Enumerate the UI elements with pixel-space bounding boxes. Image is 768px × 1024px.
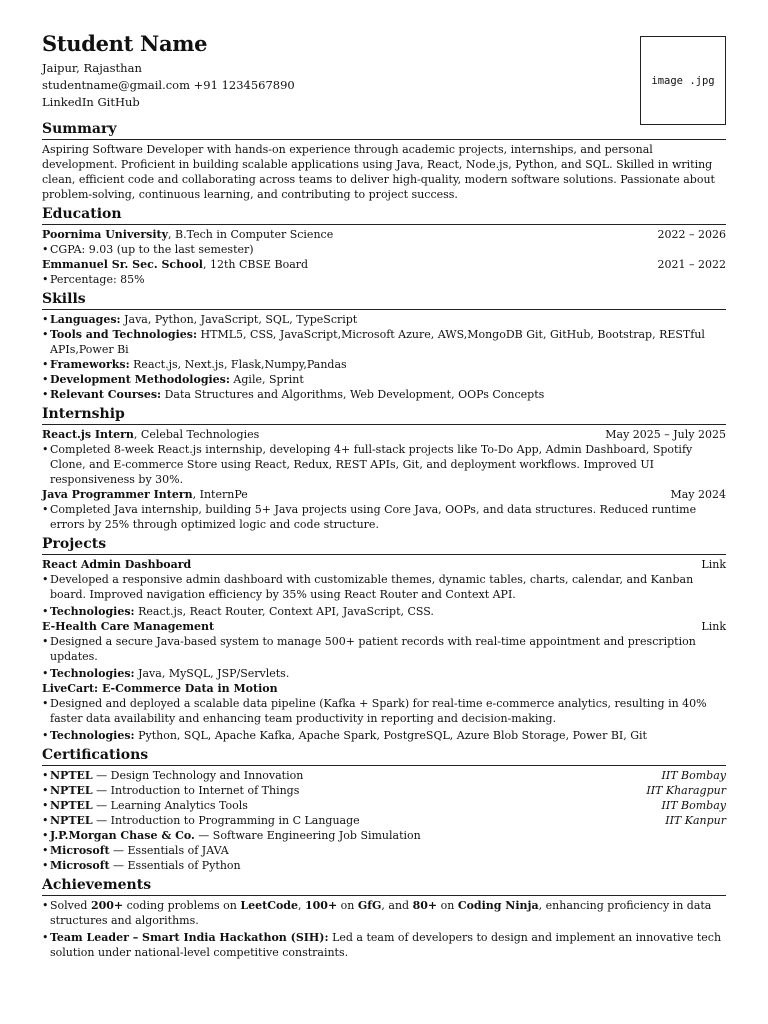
highlight: 80+ bbox=[412, 899, 438, 912]
intern-detail: • Completed Java internship, building 5+ Java projects using Core Java, OOPs, and data structures. Reduced runtime errors by 25% through optimized logic and code structure. bbox=[42, 502, 726, 532]
cert-org: NPTEL bbox=[50, 784, 93, 797]
skill-label: Frameworks: bbox=[50, 358, 130, 371]
cert-org: NPTEL bbox=[50, 769, 93, 782]
email-phone: studentname@gmail.com +91 1234567890 bbox=[42, 78, 295, 92]
certification-item bbox=[42, 843, 726, 858]
skill-value: Java, Python, JavaScript, SQL, TypeScript bbox=[120, 313, 358, 326]
education-detail: • Percentage: 85% bbox=[42, 272, 726, 287]
education-entry bbox=[42, 257, 726, 272]
cert-org: J.P.Morgan Chase & Co. bbox=[50, 829, 195, 842]
education-title: Education bbox=[42, 206, 726, 225]
education-dates: 2021 – 2022 bbox=[657, 258, 726, 271]
highlight: 200+ bbox=[90, 899, 124, 912]
skills-section bbox=[42, 291, 726, 402]
project-link[interactable]: Link bbox=[701, 558, 726, 571]
text: on bbox=[437, 899, 458, 912]
project-entry bbox=[42, 557, 726, 572]
cert-course: — Essentials of Python bbox=[109, 859, 241, 872]
certifications-title: Certifications bbox=[42, 747, 726, 766]
cert-org: Microsoft bbox=[50, 859, 110, 872]
degree: , 12th CBSE Board bbox=[202, 258, 309, 271]
intern-company: , InternPe bbox=[192, 488, 248, 501]
highlight: Coding Ninja bbox=[457, 899, 539, 912]
education-entry bbox=[42, 227, 726, 242]
skill-item bbox=[42, 312, 726, 327]
project-name: LiveCart: E-Commerce Data in Motion bbox=[42, 682, 278, 695]
summary-section bbox=[42, 121, 726, 202]
cert-course: — Design Technology and Innovation bbox=[92, 769, 304, 782]
projects-title: Projects bbox=[42, 536, 726, 555]
achievement-item bbox=[42, 898, 726, 928]
cert-issuer: IIT Kharagpur bbox=[646, 784, 726, 797]
project-name: E-Health Care Management bbox=[42, 620, 215, 633]
skill-value: Data Structures and Algorithms, Web Development, OOPs Concepts bbox=[161, 388, 545, 401]
certification-item bbox=[42, 798, 726, 813]
skill-item bbox=[42, 327, 726, 357]
summary-text: Aspiring Software Developer with hands-on experience through academic projects, internships, and personal development. Proficient in building scalable applications using Java, React, Node.js, Python, and SQL. Skilled in writing clean, efficient code and collaborating across teams to deliver high-quality, modern software solutions. Passionate about problem-solving, continuous learning, and contributing to project success. bbox=[42, 143, 715, 201]
intern-dates: May 2025 – July 2025 bbox=[605, 428, 726, 441]
skill-value: Agile, Sprint bbox=[229, 373, 304, 386]
cert-org: Microsoft bbox=[50, 844, 110, 857]
cert-org: NPTEL bbox=[50, 799, 93, 812]
skill-item bbox=[42, 372, 726, 387]
intern-detail: • Completed 8-week React.js internship, developing 4+ full-stack projects like To-Do App, Admin Dashboard, Spotify Clone, and E-commerce Store using React, Redux, REST APIs, Git, and deployment workflows. Improved UI responsiveness by 30%. bbox=[42, 442, 726, 487]
candidate-name: Student Name bbox=[42, 31, 208, 56]
certification-item bbox=[42, 858, 726, 873]
internship-section bbox=[42, 406, 726, 532]
contact-block bbox=[42, 60, 726, 111]
intern-company: , Celebal Technologies bbox=[133, 428, 260, 441]
text: , and bbox=[381, 899, 413, 912]
project-tech bbox=[42, 728, 726, 743]
achievements-title: Achievements bbox=[42, 877, 726, 896]
certification-item bbox=[42, 783, 726, 798]
text: Led a team of developers to design and implement an innovative tech solution under national-level competitive constraints. bbox=[50, 931, 722, 959]
cert-course: — Software Engineering Job Simulation bbox=[194, 829, 421, 842]
education-detail: • CGPA: 9.03 (up to the last semester) bbox=[42, 242, 726, 257]
internship-title: Internship bbox=[42, 406, 726, 425]
project-detail: • Designed and deployed a scalable data pipeline (Kafka + Spark) for real-time e-commerce analytics, resulting in 40% faster data availability and enhancing team productivity in reporting and decision-making. bbox=[42, 696, 726, 726]
project-detail: • Developed a responsive admin dashboard with customizable themes, dynamic tables, charts, calendar, and Kanban board. Improved navigation efficiency by 35% using React Router and Context API. bbox=[42, 572, 726, 602]
skill-item bbox=[42, 387, 726, 402]
photo-placeholder bbox=[640, 36, 726, 125]
highlight: Team Leader – Smart India Hackathon (SIH): bbox=[50, 931, 329, 944]
intern-dates: May 2024 bbox=[670, 488, 726, 501]
project-detail: • Designed a secure Java-based system to manage 500+ patient records with real-time appointment and prescription updates. bbox=[42, 634, 726, 664]
project-entry bbox=[42, 619, 726, 634]
internship-entry bbox=[42, 487, 726, 502]
cert-org: NPTEL bbox=[50, 814, 93, 827]
location: Jaipur, Rajasthan bbox=[42, 61, 142, 75]
certifications-section bbox=[42, 747, 726, 873]
text: Solved bbox=[50, 899, 91, 912]
text: coding problems on bbox=[123, 899, 241, 912]
intern-role: Java Programmer Intern bbox=[42, 488, 193, 501]
achievements-section bbox=[42, 877, 726, 960]
highlight: GfG bbox=[357, 899, 382, 912]
profile-links[interactable]: LinkedIn GitHub bbox=[42, 95, 140, 109]
text: on bbox=[337, 899, 358, 912]
cert-course: — Introduction to Programming in C Language bbox=[92, 814, 360, 827]
skill-value: React.js, Next.js, Flask,Numpy,Pandas bbox=[129, 358, 347, 371]
tech-label: Technologies: bbox=[50, 667, 135, 680]
cert-course: — Essentials of JAVA bbox=[109, 844, 229, 857]
project-tech bbox=[42, 604, 726, 619]
skill-label: Tools and Technologies: bbox=[50, 328, 198, 341]
project-entry bbox=[42, 681, 726, 696]
highlight: 100+ bbox=[304, 899, 338, 912]
cert-issuer: IIT Bombay bbox=[661, 769, 726, 782]
education-dates: 2022 – 2026 bbox=[657, 228, 726, 241]
resume-page bbox=[42, 30, 726, 960]
internship-entry bbox=[42, 427, 726, 442]
certification-item bbox=[42, 768, 726, 783]
skill-label: Relevant Courses: bbox=[50, 388, 162, 401]
summary-title: Summary bbox=[42, 121, 726, 140]
cert-course: — Learning Analytics Tools bbox=[92, 799, 248, 812]
highlight: LeetCode bbox=[240, 899, 298, 912]
skill-item bbox=[42, 357, 726, 372]
tech-value: Python, SQL, Apache Kafka, Apache Spark, PostgreSQL, Azure Blob Storage, Power BI, Git bbox=[134, 729, 647, 742]
cert-issuer: IIT Bombay bbox=[661, 799, 726, 812]
tech-label: Technologies: bbox=[50, 605, 135, 618]
photo-label: image .jpg bbox=[651, 74, 715, 87]
text: , bbox=[297, 899, 305, 912]
skill-value: HTML5, CSS, JavaScript,Microsoft Azure, AWS,MongoDB Git, GitHub, Bootstrap, RESTful APIs,Power Bi bbox=[50, 328, 705, 356]
resume-header bbox=[42, 30, 726, 111]
project-tech bbox=[42, 666, 726, 681]
skill-label: Languages: bbox=[50, 313, 121, 326]
skill-label: Development Methodologies: bbox=[50, 373, 230, 386]
tech-value: Java, MySQL, JSP/Servlets. bbox=[134, 667, 290, 680]
intern-role: React.js Intern bbox=[42, 428, 134, 441]
skills-title: Skills bbox=[42, 291, 726, 310]
school-name: Emmanuel Sr. Sec. School bbox=[42, 258, 203, 271]
degree: , B.Tech in Computer Science bbox=[168, 228, 334, 241]
certification-item bbox=[42, 813, 726, 828]
achievement-item bbox=[42, 930, 726, 960]
certification-item bbox=[42, 828, 726, 843]
tech-value: React.js, React Router, Context API, JavaScript, CSS. bbox=[134, 605, 434, 618]
project-link[interactable]: Link bbox=[701, 620, 726, 633]
text: , enhancing proficiency in data structures and algorithms. bbox=[50, 899, 712, 927]
school-name: Poornima University bbox=[42, 228, 169, 241]
cert-course: — Introduction to Internet of Things bbox=[92, 784, 300, 797]
projects-section bbox=[42, 536, 726, 743]
cert-issuer: IIT Kanpur bbox=[665, 814, 726, 827]
education-section bbox=[42, 206, 726, 287]
tech-label: Technologies: bbox=[50, 729, 135, 742]
project-name: React Admin Dashboard bbox=[42, 558, 192, 571]
